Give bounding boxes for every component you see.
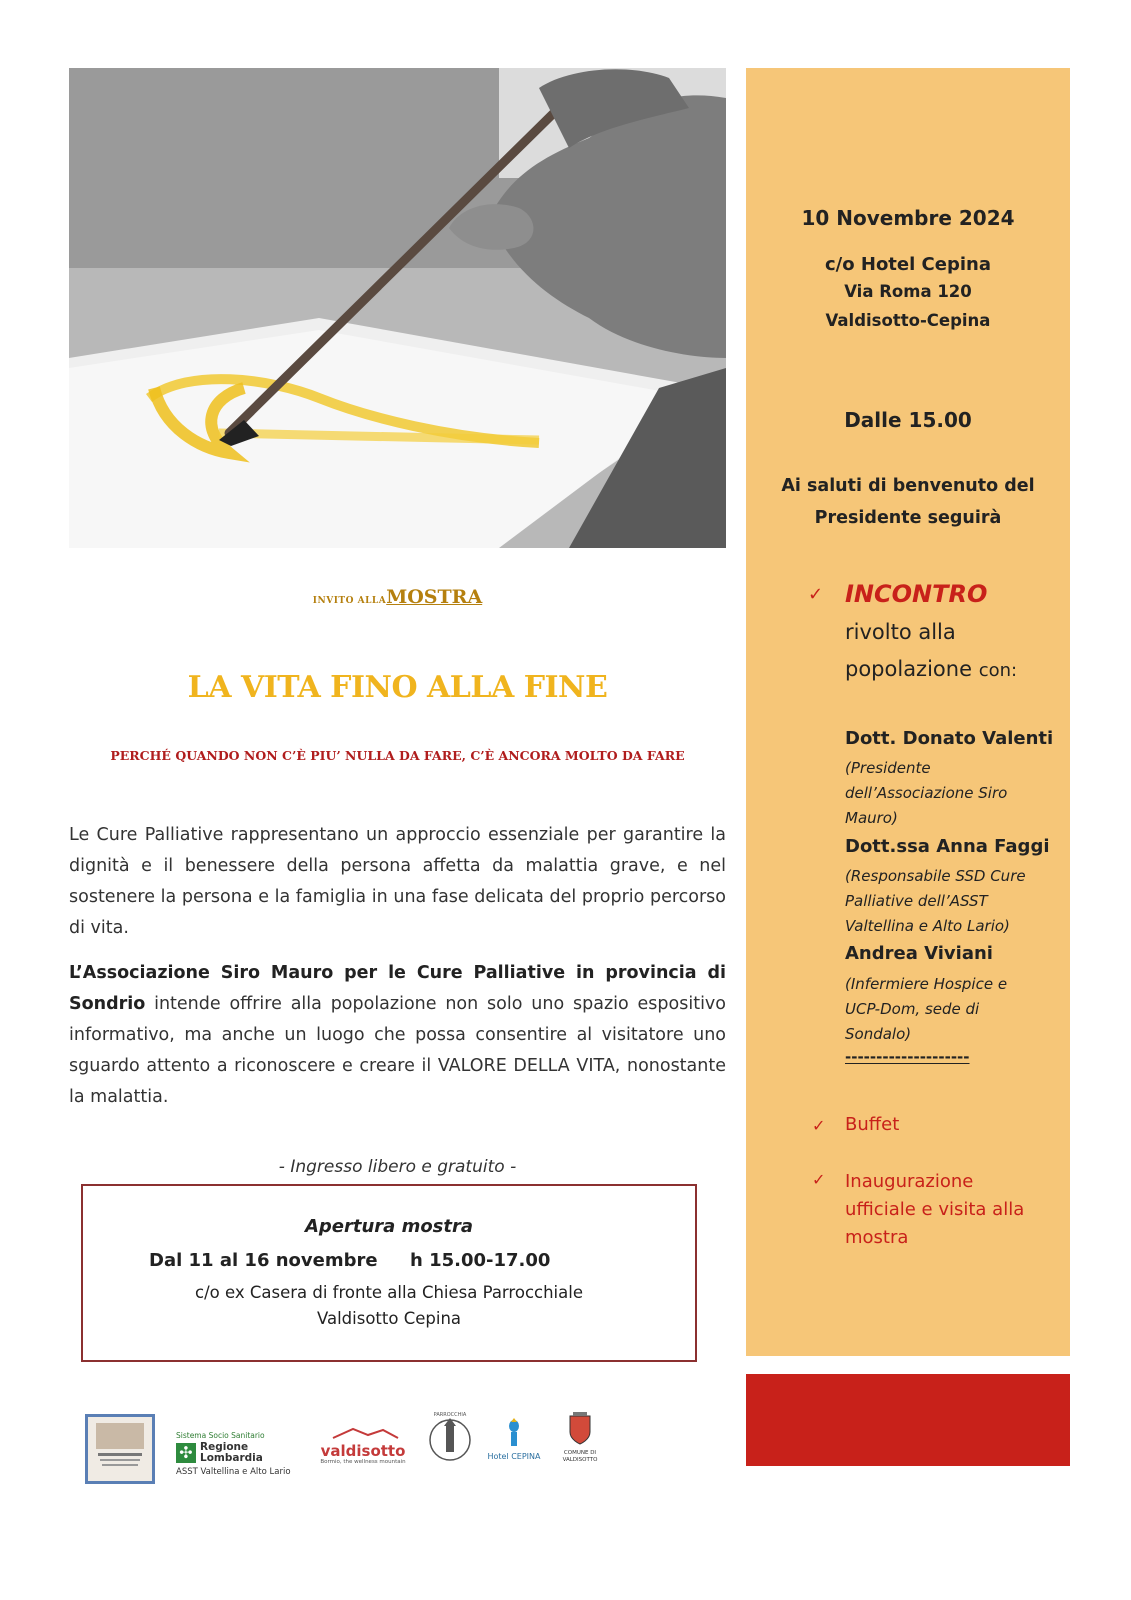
box-town: Valdisotto Cepina <box>316 1309 462 1328</box>
welcome-line-2: Presidente seguirà <box>814 508 1002 528</box>
check-icon: ✓ <box>812 1170 826 1189</box>
event-date: 10 Novembre 2024 <box>801 206 1015 230</box>
inauguration-item: Inaugurazione ufficiale e visita alla mostra <box>845 1171 1025 1248</box>
association-paragraph: L’Associazione Siro Mauro per le Cure Palliative in provincia di Sondrio intende offrire alla popolazione non solo uno spazio espositivo informativo, ma anche un luogo che possa consentire al visitatore uno sguardo attento a riconoscere e creare il VALORE DELLA VITA, nonostante la malattia. <box>69 963 726 1107</box>
hero-photo <box>69 68 726 548</box>
speaker-1-role: (Presidente dell’Associazione Siro Mauro) <box>845 759 1008 827</box>
check-icon: ✓ <box>808 584 824 605</box>
valdisotto-logo: valdisotto Bormio, the wellness mountain <box>313 1424 413 1465</box>
exhibition-subtitle: PERCHÉ QUANDO NON C’È PIU’ NULLA DA FARE, C’È ANCORA MOLTO DA FARE <box>110 748 685 763</box>
check-icon: ✓ <box>812 1116 826 1135</box>
association-emblem-icon <box>88 1417 152 1481</box>
speaker-3-role: (Infermiere Hospice e UCP-Dom, sede di Sondalo) <box>845 975 1008 1043</box>
red-footer-bar <box>746 1374 1070 1466</box>
event-details-panel <box>746 68 1070 1356</box>
buffet-item: Buffet <box>845 1114 900 1135</box>
intro-paragraph: Le Cure Palliative rappresentano un approccio essenziale per garantire la dignità e il benessere della persona affetta da malattia grave, e nel sostenere la persona e la famiglia in una fase delicata del proprio percorso di vita. <box>69 825 726 938</box>
free-entry-note: - Ingresso libero e gratuito - <box>278 1157 517 1177</box>
speaker-1-name: Dott. Donato Valenti <box>845 728 1054 749</box>
mountain-icon <box>313 1427 413 1439</box>
association-siro-mauro-logo <box>85 1414 155 1484</box>
speakers-divider: -------------------- <box>845 1048 970 1066</box>
lombardia-cross-icon: ✣ <box>176 1443 196 1463</box>
hotel-figure-icon <box>504 1418 524 1448</box>
regione-lombardia-logo: Sistema Socio Sanitario ✣ Regione Lombardia ASST Valtellina e Alto Lario <box>176 1431 306 1477</box>
church-seal-icon <box>428 1414 472 1464</box>
regione-system-label: Sistema Socio Sanitario <box>176 1431 265 1440</box>
box-heading: Apertura mostra <box>304 1216 474 1237</box>
box-place: c/o ex Casera di fronte alla Chiesa Parrocchiale <box>195 1283 583 1302</box>
event-time: Dalle 15.00 <box>844 408 972 432</box>
comune-valdisotto-logo: COMUNE DI VALDISOTTO <box>558 1412 602 1464</box>
event-town: Valdisotto-Cepina <box>825 311 991 330</box>
hotel-cepina-logo: Hotel CEPINA <box>482 1418 546 1461</box>
speaker-3-name: Andrea Viviani <box>845 943 993 964</box>
welcome-line-1: Ai saluti di benvenuto del <box>781 476 1035 496</box>
parrocchia-logo: PARROCCHIA <box>428 1414 472 1464</box>
coat-of-arms-icon <box>567 1412 593 1446</box>
box-dates: Dal 11 al 16 novembre <box>149 1250 378 1271</box>
painting-hand-illustration <box>69 68 726 548</box>
exhibition-title: LA VITA FINO ALLA FINE <box>187 670 608 705</box>
opening-hours-box <box>81 1184 697 1362</box>
speaker-2-role: (Responsabile SSD Cure Palliative dell’ASST Valtellina e Alto Lario) <box>845 867 1026 935</box>
incontro-line-1: rivolto alla <box>845 620 956 644</box>
event-venue: c/o Hotel Cepina <box>825 254 991 275</box>
box-hours: h 15.00-17.00 <box>410 1250 551 1271</box>
incontro-line-2: popolazione con: <box>845 657 1018 681</box>
speaker-2-name: Dott.ssa Anna Faggi <box>845 836 1050 857</box>
incontro-heading: INCONTRO <box>845 580 988 608</box>
asst-label: ASST Valtellina e Alto Lario <box>176 1467 291 1477</box>
invite-label: INVITO ALLAMOSTRA <box>312 586 483 608</box>
event-street: Via Roma 120 <box>844 282 972 301</box>
